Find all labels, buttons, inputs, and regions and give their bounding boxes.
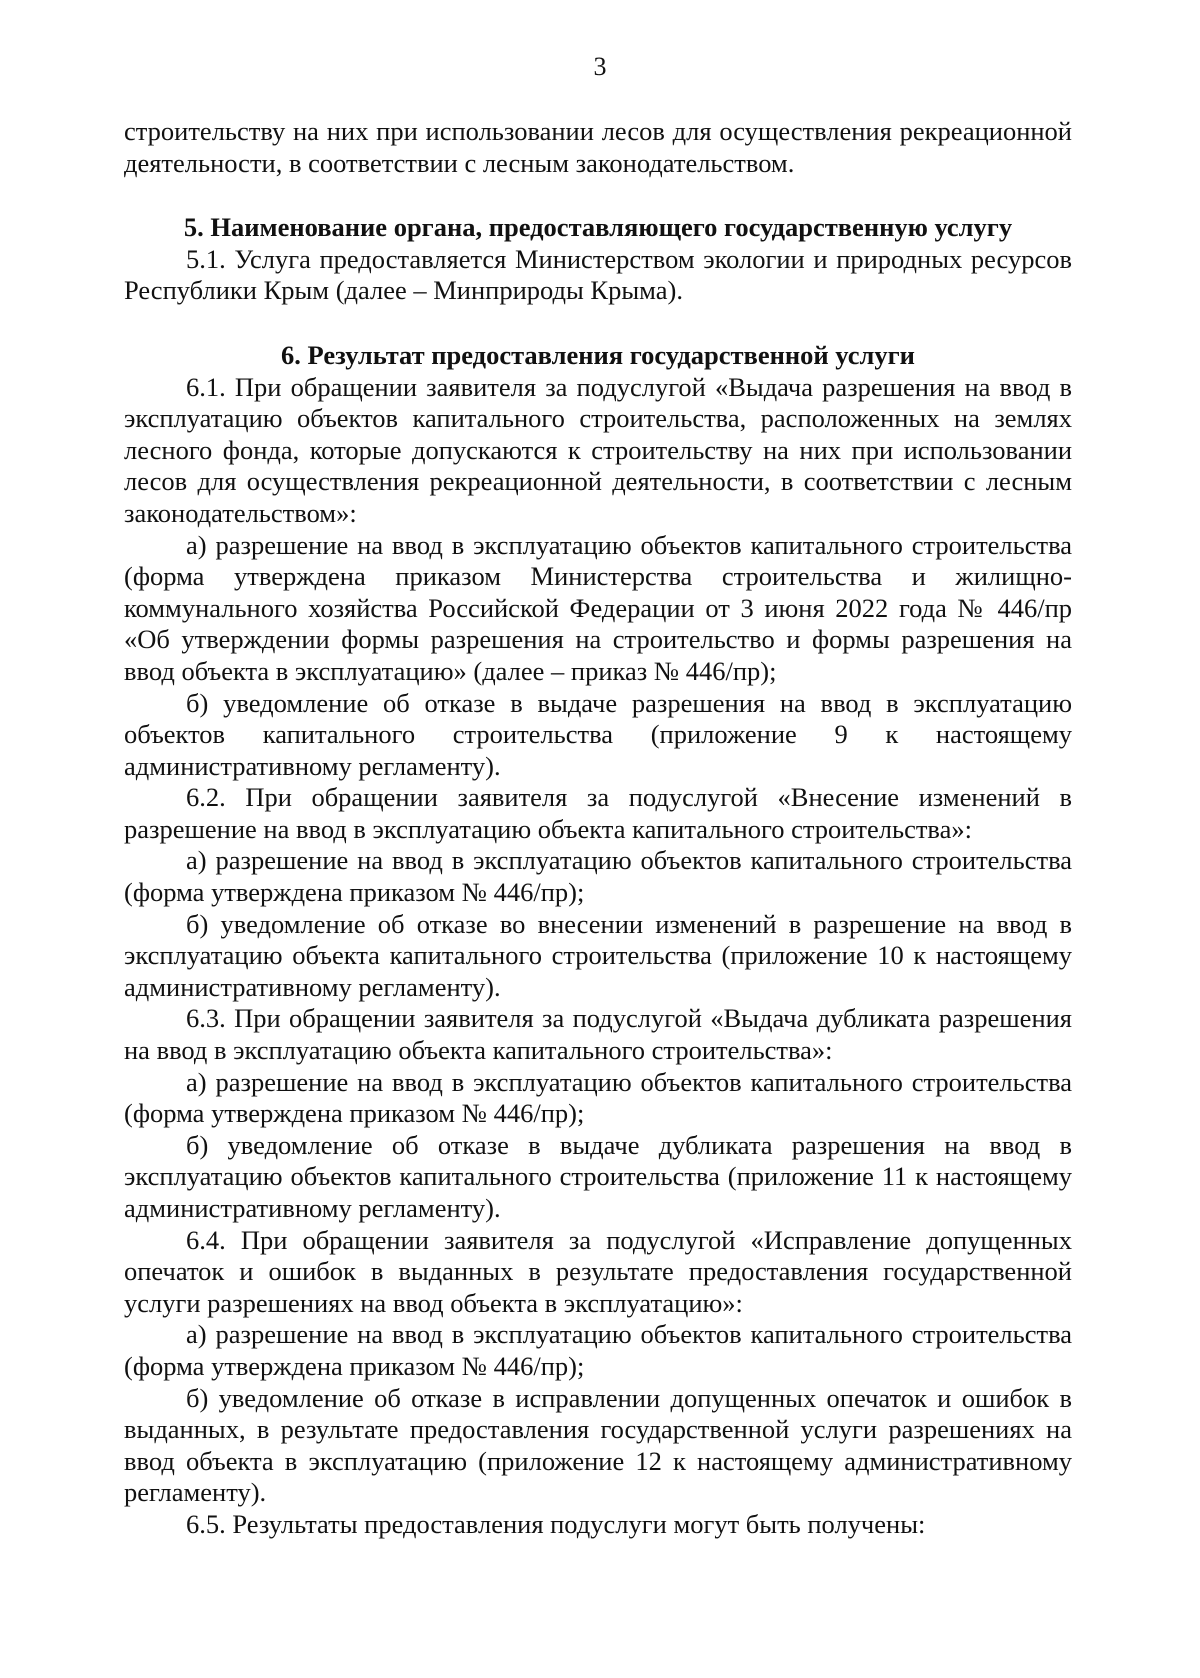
page-number: 3 (593, 52, 607, 81)
paragraph-6-3-b: б) уведомление об отказе в выдаче дубликата разрешения на ввод в эксплуатацию объектов капитального строительства (приложение 11 к настоящему административному регламенту). (124, 1129, 1072, 1223)
paragraph-6-1-b: б) уведомление об отказе в выдаче разрешения на ввод в эксплуатацию объектов капитального строительства (приложение 9 к настоящему административному регламенту). (124, 687, 1072, 781)
paragraph-6-4-a: а) разрешение на ввод в эксплуатацию объектов капитального строительства (форма утверждена приказом № 446/пр); (124, 1319, 1072, 1381)
continuation-paragraph: строительству на них при использовании лесов для осуществления рекреационной деятельности, в соответствии с лесным законодательством. (124, 116, 1072, 178)
document-body (124, 116, 1072, 1541)
paragraph-6-4-b: б) уведомление об отказе в исправлении допущенных опечаток и ошибок в выданных, в результате предоставления государственной услуги разрешениях на ввод объекта в эксплуатацию (приложение 12 к настоящему административному регламенту). (124, 1382, 1072, 1508)
paragraph-6-4: 6.4. При обращении заявителя за подуслугой «Исправление допущенных опечаток и ошибок в выданных в результате предоставления государственной услуги разрешениях на ввод объекта в эксплуатацию»: (124, 1224, 1072, 1318)
paragraph-6-3: 6.3. При обращении заявителя за подуслугой «Выдача дубликата разрешения на ввод в эксплуатацию объекта капитального строительства»: (124, 1003, 1072, 1066)
paragraph-6-2-a: а) разрешение на ввод в эксплуатацию объектов капитального строительства (форма утверждена приказом № 446/пр); (124, 845, 1072, 908)
paragraph-6-1: 6.1. При обращении заявителя за подуслугой «Выдача разрешения на ввод в эксплуатацию объектов капитального строительства, расположенных на землях лесного фонда, которые допускаются к строительству на них при использовании лесов для осуществления рекреационной деятельности, в соответствии с лесным законодательством»: (124, 371, 1072, 528)
paragraph-6-2-b: б) уведомление об отказе во внесении изменений в разрешение на ввод в эксплуатацию объекта капитального строительства (приложение 10 к настоящему административному регламенту). (124, 908, 1072, 1002)
paragraph-6-5: 6.5. Результаты предоставления подуслуги могут быть получены: (186, 1508, 926, 1539)
section-gap (124, 307, 1072, 340)
paragraph-6-2: 6.2. При обращении заявителя за подуслугой «Внесение изменений в разрешение на ввод в эксплуатацию объекта капитального строительства»: (124, 782, 1072, 844)
section-gap (124, 179, 1072, 212)
paragraph-5-1: 5.1. Услуга предоставляется Министерством экологии и природных ресурсов Республики Крым (далее – Минприроды Крыма). (124, 243, 1072, 306)
section-5-heading: 5. Наименование органа, предоставляющего государственную услугу (183, 212, 1013, 243)
paragraph-6-1-a: а) разрешение на ввод в эксплуатацию объектов капитального строительства (форма утверждена приказом Министерства строительства и жилищно-коммунального хозяйства Российской Федерации от 3 июня 2022 года № 446/пр «Об утверждении формы разрешения на строительство и формы разрешения на ввод объекта в эксплуатацию» (далее – приказ № 446/пр); (124, 529, 1072, 686)
paragraph-6-3-a: а) разрешение на ввод в эксплуатацию объектов капитального строительства (форма утверждена приказом № 446/пр); (124, 1066, 1072, 1129)
section-6-heading: 6. Результат предоставления государственной услуги (281, 339, 915, 370)
